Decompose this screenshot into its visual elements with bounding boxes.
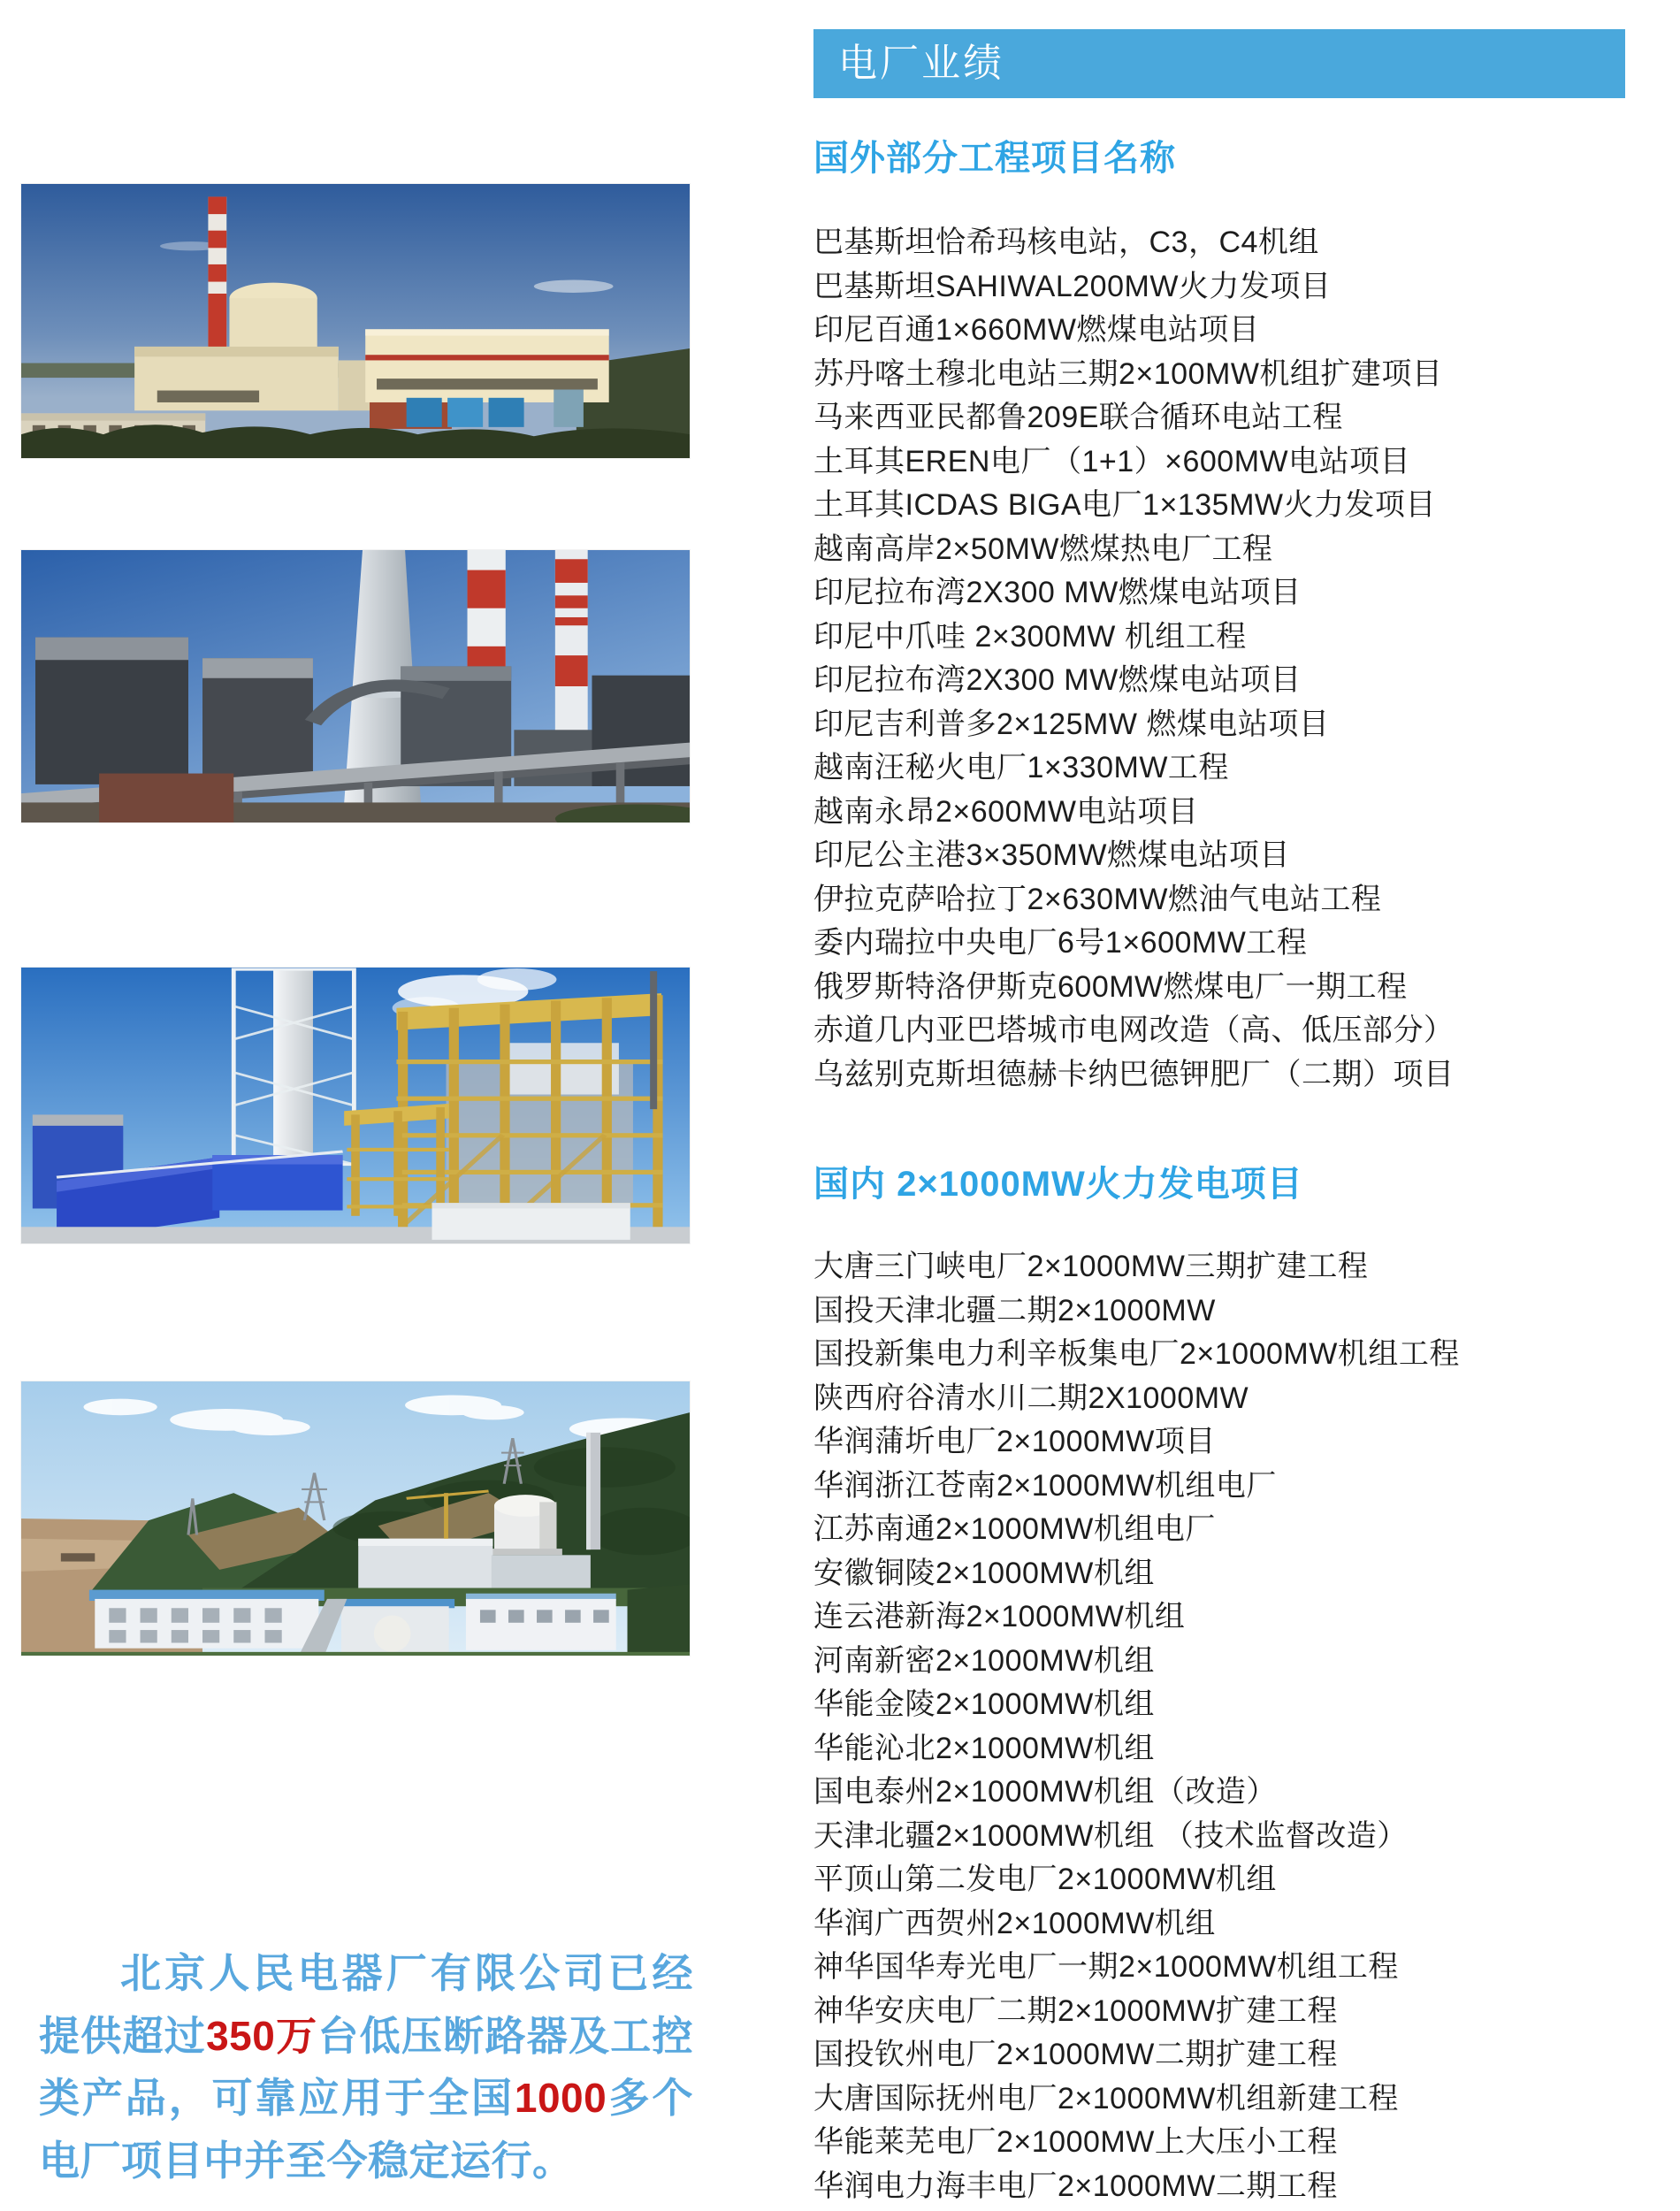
list-item: 华润浙江苍南2×1000MW机组电厂 — [813, 1468, 1277, 1503]
company-summary — [39, 1942, 693, 2192]
list-item: 大唐三门峡电厂2×1000MW三期扩建工程 — [813, 1250, 1369, 1283]
overseas-project-list — [813, 221, 1653, 1097]
list-item: 连云港新海2×1000MW机组 — [813, 1600, 1186, 1633]
domestic-projects-section — [813, 1160, 1653, 2208]
list-item: 陕西府谷清水川二期2X1000MW — [813, 1381, 1249, 1415]
list-item: 华润广西贺州2×1000MW机组 — [813, 1906, 1216, 1940]
photo-coal-plant-chimneys — [21, 550, 690, 822]
list-item: 神华国华寿光电厂一期2×1000MW机组工程 — [813, 1950, 1399, 1984]
domestic-section-title: 国内 2×1000MW火力发电项目 — [813, 1165, 1303, 1204]
list-item: 华润电力海丰电厂2×1000MW二期工程 — [813, 2169, 1338, 2203]
list-item: 天津北疆2×1000MW机组 （技术监督改造） — [813, 1818, 1408, 1853]
domestic-project-list — [813, 1245, 1653, 2208]
list-item: 土耳其EREN电厂（1+1）×600MW电站项目 — [813, 444, 1411, 478]
list-item: 国投钦州电厂2×1000MW二期扩建工程 — [813, 2038, 1338, 2071]
list-item: 国投新集电力利辛板集电厂2×1000MW机组工程 — [813, 1337, 1460, 1371]
list-item: 江苏南通2×1000MW机组电厂 — [813, 1512, 1216, 1546]
list-item: 国电泰州2×1000MW机组（改造） — [813, 1775, 1277, 1809]
list-item: 越南永昂2×600MW电站项目 — [813, 794, 1199, 829]
list-item: 越南汪秘火电厂1×330MW工程 — [813, 751, 1229, 784]
list-item: 华能沁北2×1000MW机组 — [813, 1731, 1155, 1765]
list-item: 伊拉克萨哈拉丁2×630MW燃油气电站工程 — [813, 882, 1382, 916]
summary-text: 台低压断路器及工控类产品，可靠应用于全国 — [39, 2012, 694, 2121]
list-item: 印尼百通1×660MW燃煤电站项目 — [813, 313, 1260, 347]
summary-highlight-text: 350万 — [206, 2012, 318, 2059]
list-item: 巴基斯坦SAHIWAL200MW火力发项目 — [813, 269, 1332, 303]
list-item: 赤道几内亚巴塔城市电网改造（高、低压部分） — [813, 1014, 1455, 1047]
list-item: 土耳其ICDAS BIGA电厂1×135MW火力发项目 — [813, 488, 1437, 522]
list-item: 华润蒲圻电厂2×1000MW项目 — [813, 1425, 1216, 1458]
list-item: 巴基斯坦恰希玛核电站，C3，C4机组 — [813, 226, 1319, 259]
site-buildings — [89, 1590, 616, 1656]
list-item: 河南新密2×1000MW机组 — [813, 1643, 1155, 1678]
list-item: 苏丹喀土穆北电站三期2×100MW机组扩建项目 — [813, 356, 1443, 391]
list-item: 越南高岸2×50MW燃煤热电厂工程 — [813, 532, 1273, 566]
list-item: 印尼中爪哇 2×300MW 机组工程 — [813, 619, 1247, 654]
section-header-bar — [813, 29, 1625, 98]
list-item: 马来西亚民都鲁209E联合循环电站工程 — [813, 401, 1343, 434]
overseas-section-title: 国外部分工程项目名称 — [813, 139, 1176, 178]
list-item: 乌兹别克斯坦德赫卡纳巴德钾肥厂（二期）项目 — [813, 1057, 1455, 1091]
containment-building — [229, 283, 317, 354]
photo-nuclear-power-plant — [21, 184, 690, 458]
summary-highlight-text: 1000 — [514, 2075, 607, 2121]
list-item: 印尼公主港3×350MW燃煤电站项目 — [813, 838, 1290, 872]
list-item: 印尼拉布湾2X300 MW燃煤电站项目 — [813, 576, 1302, 609]
photo-plant-construction — [21, 968, 690, 1243]
list-item: 大唐国际抚州电厂2×1000MW机组新建工程 — [813, 2081, 1399, 2115]
photo-coastal-nuclear-site — [21, 1381, 690, 1656]
striped-chimney — [208, 196, 226, 357]
list-item: 平顶山第二发电厂2×1000MW机组 — [813, 1863, 1277, 1896]
list-item: 俄罗斯特洛伊斯克600MW燃煤电厂一期工程 — [813, 969, 1408, 1004]
summary-text: 多个电厂项目中并至今稳定运行。 — [39, 2075, 694, 2184]
overseas-projects-section — [813, 134, 1653, 1097]
list-item: 印尼拉布湾2X300 MW燃煤电站项目 — [813, 663, 1302, 697]
list-item: 委内瑞拉中央电厂6号1×600MW工程 — [813, 926, 1308, 960]
list-item: 印尼吉利普多2×125MW 燃煤电站项目 — [813, 707, 1330, 741]
list-item: 国投天津北疆二期2×1000MW — [813, 1293, 1216, 1327]
list-item: 安徽铜陵2×1000MW机组 — [813, 1556, 1155, 1590]
list-item: 神华安庆电厂二期2×1000MW扩建工程 — [813, 1993, 1338, 2028]
containment-dome — [489, 1495, 562, 1555]
summary-text: 北京人民电器厂有限公司已经提供超过 — [39, 1950, 693, 2059]
list-item: 华能莱芜电厂2×1000MW上大压小工程 — [813, 2125, 1338, 2159]
page-title: 电厂业绩 — [838, 42, 1004, 85]
list-item: 华能金陵2×1000MW机组 — [813, 1687, 1155, 1721]
